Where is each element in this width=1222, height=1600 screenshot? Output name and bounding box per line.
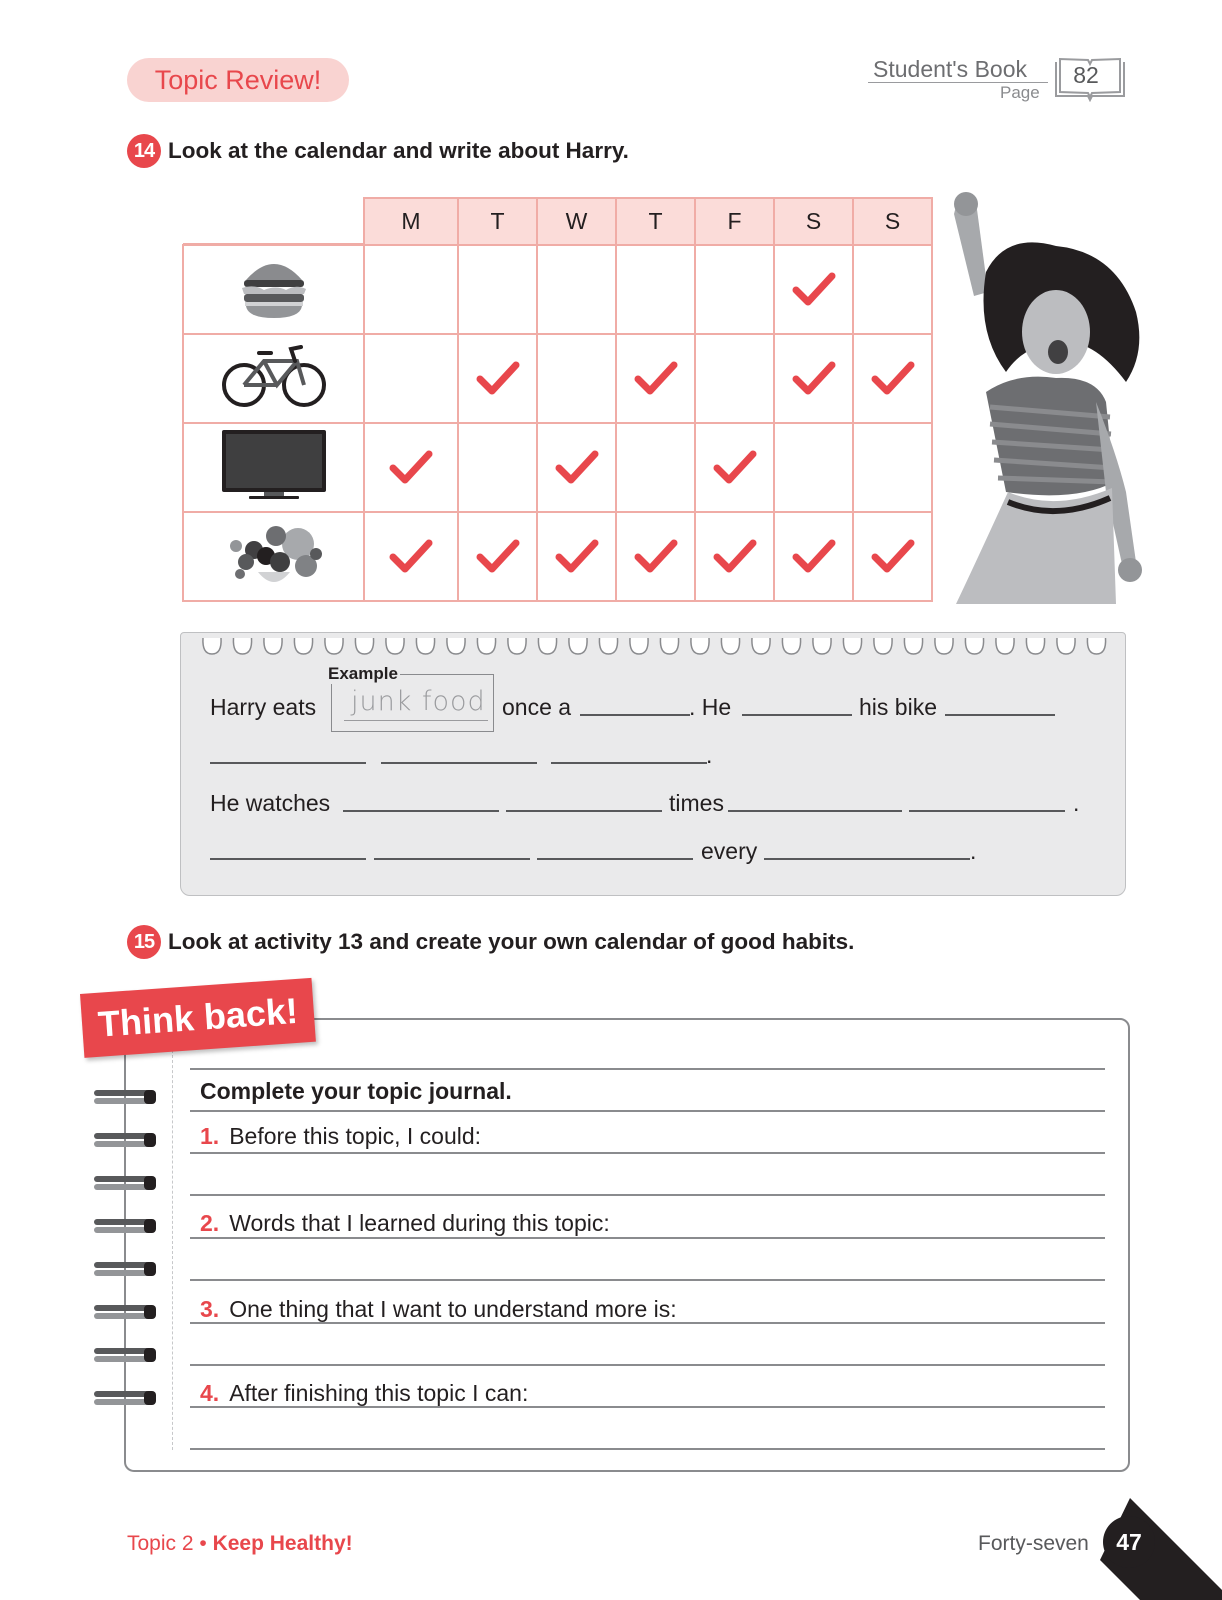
burger-cell xyxy=(183,245,364,334)
journal-line[interactable] xyxy=(190,1237,1105,1239)
checkmark-icon xyxy=(476,539,520,575)
day-cell xyxy=(695,245,774,334)
journal-line xyxy=(190,1110,1105,1112)
topic-review-badge: Topic Review! xyxy=(127,58,349,102)
notepad-ring xyxy=(233,638,251,654)
day-header: S xyxy=(774,198,853,245)
journal-line[interactable] xyxy=(190,1194,1105,1196)
notepad-ring xyxy=(416,638,434,654)
students-book-label: Student's Book xyxy=(873,56,1027,82)
day-cell xyxy=(364,512,458,601)
footer-page-words: Forty-seven xyxy=(978,1532,1089,1555)
day-cell xyxy=(853,512,932,601)
spiral-binding-icon xyxy=(92,1129,160,1151)
day-cell xyxy=(853,334,932,423)
journal-item-2 xyxy=(200,1210,610,1237)
day-cell xyxy=(616,245,695,334)
item-text: After finishing this topic I can: xyxy=(229,1380,529,1406)
notepad-ring xyxy=(965,638,983,654)
day-cell xyxy=(537,334,616,423)
notepad-ring xyxy=(508,638,526,654)
spiral-binding-icon xyxy=(92,1387,160,1409)
day-cell xyxy=(853,423,932,512)
text-he: . He xyxy=(689,694,732,720)
checkmark-icon xyxy=(871,361,915,397)
day-header: T xyxy=(458,198,537,245)
answer-blank[interactable] xyxy=(909,810,1065,812)
text-his-bike: his bike xyxy=(859,694,937,720)
answer-blank[interactable] xyxy=(742,714,852,716)
notepad-ring xyxy=(996,638,1014,654)
day-cell xyxy=(616,334,695,423)
checkmark-icon xyxy=(634,361,678,397)
notepad-ring xyxy=(630,638,648,654)
notepad-ring xyxy=(782,638,800,654)
notepad-ring xyxy=(599,638,617,654)
notepad-rings xyxy=(200,634,1110,658)
empty-corner-cell xyxy=(183,198,364,245)
day-cell xyxy=(537,423,616,512)
notepad-ring xyxy=(660,638,678,654)
answer-blank[interactable] xyxy=(551,762,707,764)
instruction-text: Look at activity 13 and create your own calendar of good habits. xyxy=(168,929,855,954)
checkmark-icon xyxy=(871,539,915,575)
notepad-ring xyxy=(325,638,343,654)
answer-blank[interactable] xyxy=(728,810,902,812)
day-cell xyxy=(774,334,853,423)
calendar-row-fruit xyxy=(183,512,932,601)
day-cell xyxy=(616,512,695,601)
jumping-girl-photo xyxy=(946,192,1164,604)
journal-line[interactable] xyxy=(190,1152,1105,1154)
page-label: Page xyxy=(1000,83,1040,102)
day-cell xyxy=(364,423,458,512)
answer-blank[interactable] xyxy=(343,810,499,812)
notepad-ring xyxy=(386,638,404,654)
activity-15-instruction xyxy=(127,925,854,959)
example-answer: junk food xyxy=(351,686,486,717)
item-number: 1. xyxy=(200,1123,220,1149)
day-cell xyxy=(774,512,853,601)
item-text: One thing that I want to understand more is: xyxy=(229,1296,677,1322)
item-number: 4. xyxy=(200,1380,220,1406)
fruit-cell xyxy=(183,512,364,601)
text-he-watches: He watches xyxy=(210,790,331,816)
journal-line[interactable] xyxy=(190,1406,1105,1408)
checkmark-icon xyxy=(389,450,433,486)
day-cell xyxy=(695,512,774,601)
day-cell xyxy=(616,423,695,512)
day-cell xyxy=(458,245,537,334)
notepad-ring xyxy=(355,638,373,654)
journal-heading: Complete your topic journal. xyxy=(200,1078,512,1104)
checkmark-icon xyxy=(634,539,678,575)
journal-line[interactable] xyxy=(190,1279,1105,1281)
footer-topic-name: Keep Healthy! xyxy=(212,1532,353,1555)
notepad-ring xyxy=(477,638,495,654)
checkmark-icon xyxy=(792,361,836,397)
example-underline xyxy=(344,720,488,721)
notepad-ring xyxy=(752,638,770,654)
calendar-row-burger xyxy=(183,245,932,334)
day-cell xyxy=(695,334,774,423)
notepad-ring xyxy=(294,638,312,654)
day-cell xyxy=(537,512,616,601)
journal-item-3 xyxy=(200,1296,677,1323)
day-cell xyxy=(774,245,853,334)
journal-item-1 xyxy=(200,1123,481,1150)
notepad-ring xyxy=(843,638,861,654)
item-text: Words that I learned during this topic: xyxy=(229,1210,610,1236)
activity-number-badge: 15 xyxy=(127,925,161,959)
answer-blank[interactable] xyxy=(381,762,537,764)
notepad-ring xyxy=(904,638,922,654)
checkmark-icon xyxy=(555,450,599,486)
tv-icon xyxy=(219,428,329,502)
item-text: Before this topic, I could: xyxy=(229,1123,482,1149)
answer-blank[interactable] xyxy=(764,858,970,860)
checkmark-icon xyxy=(476,361,520,397)
answer-blank[interactable] xyxy=(945,714,1055,716)
answer-blank[interactable] xyxy=(210,762,366,764)
day-cell xyxy=(458,512,537,601)
text-period: . xyxy=(970,838,977,864)
spiral-binding-icon xyxy=(92,1172,160,1194)
calendar-row-tv xyxy=(183,423,932,512)
day-cell xyxy=(458,423,537,512)
answer-blank[interactable] xyxy=(580,714,690,716)
notepad-ring xyxy=(1026,638,1044,654)
notepad-ring xyxy=(691,638,709,654)
day-cell xyxy=(458,334,537,423)
day-header: F xyxy=(695,198,774,245)
notepad-ring xyxy=(1057,638,1075,654)
journal-line[interactable] xyxy=(190,1448,1105,1450)
day-header: M xyxy=(364,198,458,245)
page-reference-number: 82 xyxy=(1073,62,1099,88)
journal-line[interactable] xyxy=(190,1322,1105,1324)
notepad-ring xyxy=(538,638,556,654)
notepad-ring xyxy=(569,638,587,654)
activity-number-badge: 14 xyxy=(127,134,161,168)
text-every: every xyxy=(701,838,758,864)
checkmark-icon xyxy=(713,539,757,575)
checkmark-icon xyxy=(555,539,599,575)
instruction-text: Look at the calendar and write about Harry. xyxy=(168,138,629,163)
checkmark-icon xyxy=(713,450,757,486)
notepad-ring xyxy=(1087,638,1105,654)
checkmark-icon xyxy=(792,539,836,575)
spiral-binding-icon xyxy=(92,1215,160,1237)
day-cell xyxy=(774,423,853,512)
footer-topic-number: Topic 2 • xyxy=(127,1532,207,1555)
notepad-ring xyxy=(813,638,831,654)
checkmark-icon xyxy=(389,539,433,575)
day-cell xyxy=(364,245,458,334)
text-period: . xyxy=(1073,790,1080,816)
spiral-binding-icon xyxy=(92,1086,160,1108)
answer-blank[interactable] xyxy=(537,858,693,860)
harry-calendar-table xyxy=(182,197,933,602)
bicycle-cell xyxy=(183,334,364,423)
notepad-ring xyxy=(935,638,953,654)
checkmark-icon xyxy=(792,272,836,308)
calendar-row-bicycle xyxy=(183,334,932,423)
think-back-banner: Think back! xyxy=(80,978,316,1058)
calendar-header-row xyxy=(183,198,932,245)
spiral-binding-icon xyxy=(92,1344,160,1366)
day-cell xyxy=(695,423,774,512)
journal-line xyxy=(190,1068,1105,1070)
day-cell xyxy=(853,245,932,334)
day-header: W xyxy=(537,198,616,245)
notepad-ring xyxy=(203,638,221,654)
text-harry-eats: Harry eats xyxy=(210,694,317,720)
notepad-ring xyxy=(447,638,465,654)
day-header: T xyxy=(616,198,695,245)
notepad-ring xyxy=(874,638,892,654)
text-times: times xyxy=(669,790,724,816)
activity-14-instruction xyxy=(127,134,629,168)
bicycle-icon xyxy=(219,341,329,411)
burger-icon xyxy=(234,252,314,322)
journal-item-4 xyxy=(200,1380,528,1407)
answer-blank[interactable] xyxy=(210,858,366,860)
text-period: . xyxy=(706,742,713,768)
item-number: 2. xyxy=(200,1210,220,1236)
answer-blank[interactable] xyxy=(374,858,530,860)
answer-blank[interactable] xyxy=(506,810,662,812)
text-once-a: once a xyxy=(502,694,572,720)
writing-notepad xyxy=(180,632,1126,896)
spiral-binding-icon xyxy=(92,1258,160,1280)
item-number: 3. xyxy=(200,1296,220,1322)
tv-cell xyxy=(183,423,364,512)
example-label: Example xyxy=(328,664,398,683)
spiral-binding-icon xyxy=(92,1301,160,1323)
students-book-reference xyxy=(868,54,1128,110)
notepad-ring xyxy=(264,638,282,654)
footer-topic xyxy=(127,1532,353,1556)
day-cell xyxy=(364,334,458,423)
day-cell xyxy=(537,245,616,334)
notepad-ring xyxy=(721,638,739,654)
page-number: 47 xyxy=(1103,1516,1155,1568)
day-header: S xyxy=(853,198,932,245)
journal-line[interactable] xyxy=(190,1364,1105,1366)
fruit-icon xyxy=(216,516,332,592)
journal-margin-line xyxy=(172,1050,173,1450)
